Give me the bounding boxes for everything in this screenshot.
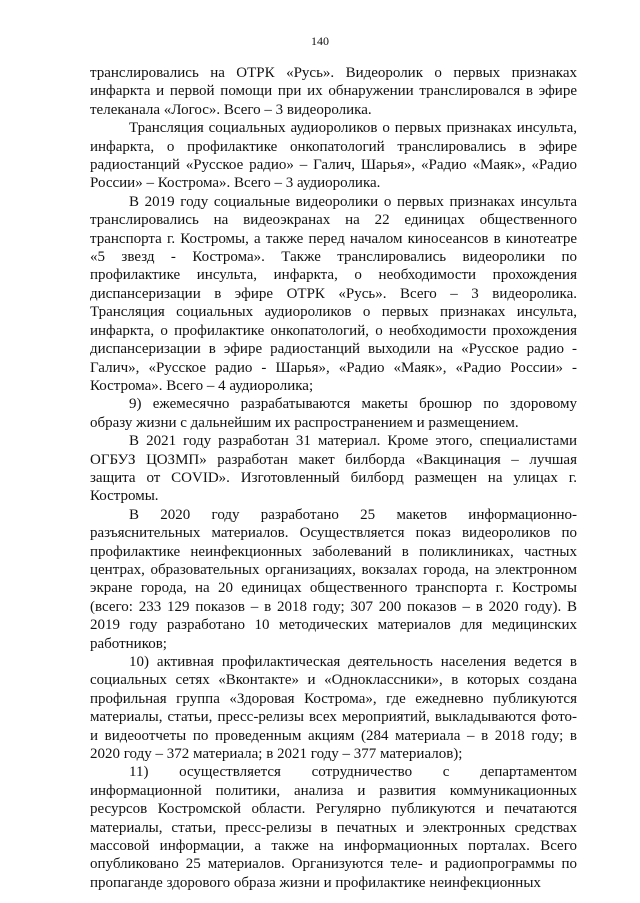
paragraph-continued: транслировались на ОТРК «Русь». Видеоролик о первых признаках инфаркта и первой помощи при их обнаружении транслировался в эфире телеканала «Логос». Всего – 3 видеоролика. — [90, 65, 577, 118]
paragraph-item-9: 9) ежемесячно разрабатываются макеты брошюр по здоровому образу жизни с дальнейшим их распространением и размещением. — [90, 396, 577, 431]
page-number: 140 — [311, 34, 329, 48]
paragraph-2019-videos: В 2019 году социальные видеоролики о первых признаках инсульта транслировались на видеоэкранах на 22 единицах общественного транспорта г. Костромы, а также перед началом киносеансов в кинотеатре «5 звезд - Кострома». Также транслировались видеоролики по профилактике инсульта, инфаркта, о необходимости прохождения диспансеризации в эфире ОТРК «Русь». Всего – 3 видеоролика. Трансляция социальных аудиороликов о первых признаках инсульта, инфаркта, о профилактике онкопатологий, о необходимости прохождения диспансеризации в эфире радиостанций выходили на «Русское радио - Галич», «Русское радио - Шарья», «Радио «Маяк», «Радио России» - Кострома». Всего – 4 аудиоролика; — [90, 193, 577, 394]
paragraph-2020-materials: В 2020 году разработано 25 макетов информационно-разъяснительных материалов. Осуществляется показ видеороликов по профилактике неинфекционных заболеваний в поликлиниках, частных центрах, образовательных организациях, вокзалах города, на электронном экране города, на 20 единицах общественного транспорта г. Костромы (всего: 233 129 показов – в 2018 году; 307 200 показов – в 2020 году). В 2019 году разработано 10 методических материалов для медицинских работников; — [90, 506, 577, 652]
document-body — [90, 64, 577, 892]
paragraph-item-10: 10) активная профилактическая деятельность населения ведется в социальных сетях «Вконтакте» и «Одноклассники», в которых создана профильная группа «Здоровая Кострома», где ежедневно публикуются материалы, статьи, пресс-релизы всех мероприятий, выкладываются фото- и видеоотчеты по проведенным акциям (284 материала – в 2018 году; в 2020 году – 372 материала; в 2021 году – 377 материалов); — [90, 654, 577, 763]
paragraph-audio-broadcast: Трансляция социальных аудиороликов о первых признаках инсульта, инфаркта, о профилактике онкопатологий транслировались в эфире радиостанций «Русское радио» – Галич, Шарья», «Радио «Маяк», «Радио России» – Кострома». Всего – 3 аудиоролика. — [90, 120, 577, 192]
paragraph-item-11: 11) осуществляется сотрудничество с департаментом информационной политики, анализа и развития коммуникационных ресурсов Костромской области. Регулярно публикуются и печатаются материалы, статьи, пресс-релизы в печатных и электронных средствах массовой информации, а также на информационных порталах. Всего опубликовано 25 материалов. Организуются теле- и радиопрограммы по пропаганде здорового образа жизни и профилактике неинфекционных — [90, 764, 577, 891]
paragraph-2021-materials: В 2021 году разработан 31 материал. Кроме этого, специалистами ОГБУЗ ЦОЗМП» разработан макет билборда «Вакцинация – лучшая защита от COVID». Изготовленный билборд размещен на улицах г. Костромы. — [90, 433, 577, 505]
